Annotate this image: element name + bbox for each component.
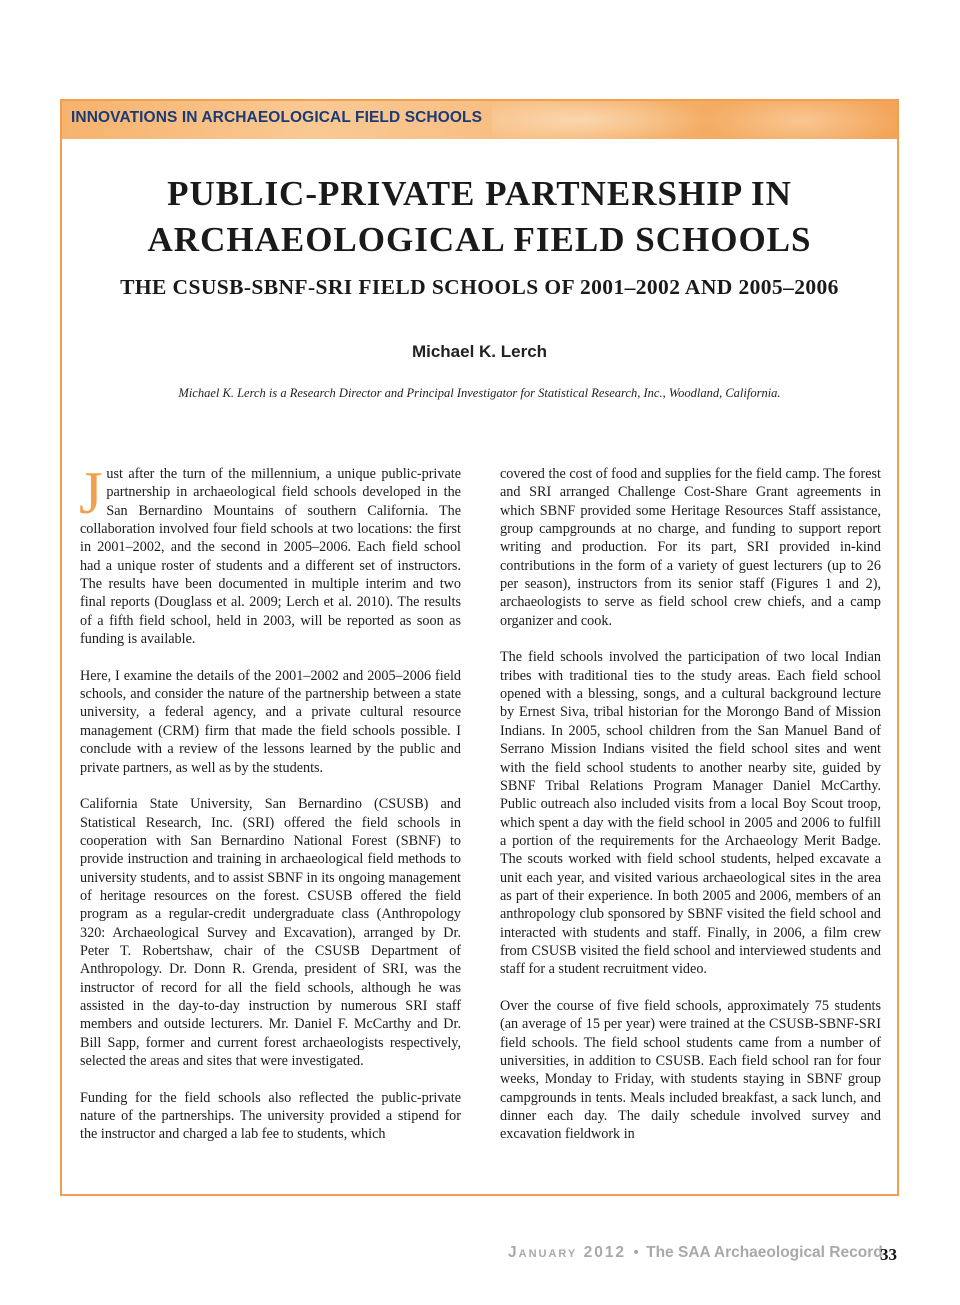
paragraph-text: ust after the turn of the millennium, a unique public-private partnership in archaeological field schools developed in the San Bernardino Mountains of southern California. The collaboration involved four field schools at two locations: the first in 2001–2002, and the second in 2005–2006. Each field school had a unique roster of students and a different set of instructors. The results have been documented in multiple interim and two final reports (Douglass et al. 2009; Lerch et al. 2010). The results of a fifth field school, held in 2003, will be reported as soon as funding is available. [80,466,461,648]
author-affiliation: Michael K. Lerch is a Research Director and Principal Investigator for Statistical Research, Inc., Woodland, California. [178,386,781,400]
paragraph: California State University, San Bernardino (CSUSB) and Statistical Research, Inc. (SRI) offered the field schools in cooperation with San Bernardino National Forest (SBNF) to provide instruction and training in archaeological field methods to university students, and to assist SBNF in its ongoing management of heritage resources on the forest. CSUSB offered the field program as a regular-credit undergraduate class (Anthropology 320: Archaeological Survey and Excavation), arranged by Dr. Peter T. Robertshaw, chair of the CSUSB Department of Anthropology. Dr. Donn R. Grenda, president of SRI, was the instructor of record for all the field schools, although he was assisted in the day-to-day instruction by numerous SRI staff members and outside lecturers. Mr. Daniel F. McCarthy and Dr. Bill Sapp, former and current forest archaeologists respectively, selected the areas and sites that were investigated. [80,796,461,1069]
section-banner [62,101,897,139]
drop-cap: J [79,460,103,526]
section-label: INNOVATIONS IN ARCHAEOLOGICAL FIELD SCHOOLS [71,109,483,126]
paragraph: The field schools involved the participation of two local Indian tribes with traditional ties to the study areas. Each field school opened with a blessing, songs, and a cultural background lecture by Ernest Siva, tribal historian for the Morongo Band of Mission Indians. In 2005, school children from the San Manuel Band of Serrano Mission Indians visited the field school sites and went with the field school students to another nearby site, guided by SBNF Tribal Relations Program Manager Daniel McCarthy. Public outreach also included visits from a local Boy Scout troop, which spent a day with the field school in 2005 and 2006 to fulfill a portion of the requirements for the Archaeology Merit Badge. The scouts worked with field school students, helped excavate a unit each year, and visited various archaeological sites in the area as part of their experience. In both 2005 and 2006, members of an anthropology club sponsored by SBNF visited the field school and interacted with students and staff. Finally, in 2006, a film crew from CSUSB visited the field school and interviewed students and staff for a student recruitment video. [500,649,881,978]
author-name: Michael K. Lerch [411,342,548,361]
paragraph: Here, I examine the details of the 2001–2002 and 2005–2006 field schools, and consider the nature of the partnership between a state university, a federal agency, and a private cultural resource management (CRM) firm that made the field schools possible. I conclude with a review of the lessons learned by the public and private partners, as well as by the students. [80,667,461,776]
paragraph: covered the cost of food and supplies for the field camp. The forest and SRI arranged Challenge Cost-Share Grant agreements in which SBNF provided some Heritage Resources Staff assistance, group campgrounds at no charge, and funding to support report writing and production. For its part, SRI provided in-kind contributions in the form of a variety of guest lecturers (up to 26 per season), instructors from its senior staff (Figures 1 and 2), archaeologists to serve as field school crew chiefs, and a camp organizer and cook. [500,466,881,629]
right-column [500,465,881,1162]
article-title-line-2: ARCHAEOLOGICAL FIELD SCHOOLS [147,220,812,259]
publication-name: The SAA Archaeological Record [646,1244,883,1261]
paragraph: Funding for the field schools also reflected the public-private nature of the partnerships. The university provided a stipend for the instructor and charged a lab fee to students, which [80,1089,461,1143]
article-title-line-1: PUBLIC-PRIVATE PARTNERSHIP IN [167,174,792,213]
paragraph [79,460,461,648]
paragraph: Over the course of five field schools, approximately 75 students (an average of 15 per year) were trained at the CSUSB-SBNF-SRI field schools. The field school students came from a number of universities, in addition to CSUSB. Each field school ran for four weeks, Monday to Friday, with students staying in SBNF group campgrounds in tents. Meals included breakfast, a sack lunch, and dinner each day. The daily schedule involved survey and excavation fieldwork in [500,997,881,1143]
article-subtitle: THE CSUSB-SBNF-SRI FIELD SCHOOLS OF 2001–2002 AND 2005–2006 [120,275,839,299]
left-column [79,460,461,1162]
page-number: 33 [880,1245,897,1264]
banner-texture [492,101,712,139]
footer-separator: • [633,1244,639,1261]
banner-texture [702,101,897,139]
page-footer [508,1244,883,1262]
issue-date: January 2012 [508,1244,627,1261]
